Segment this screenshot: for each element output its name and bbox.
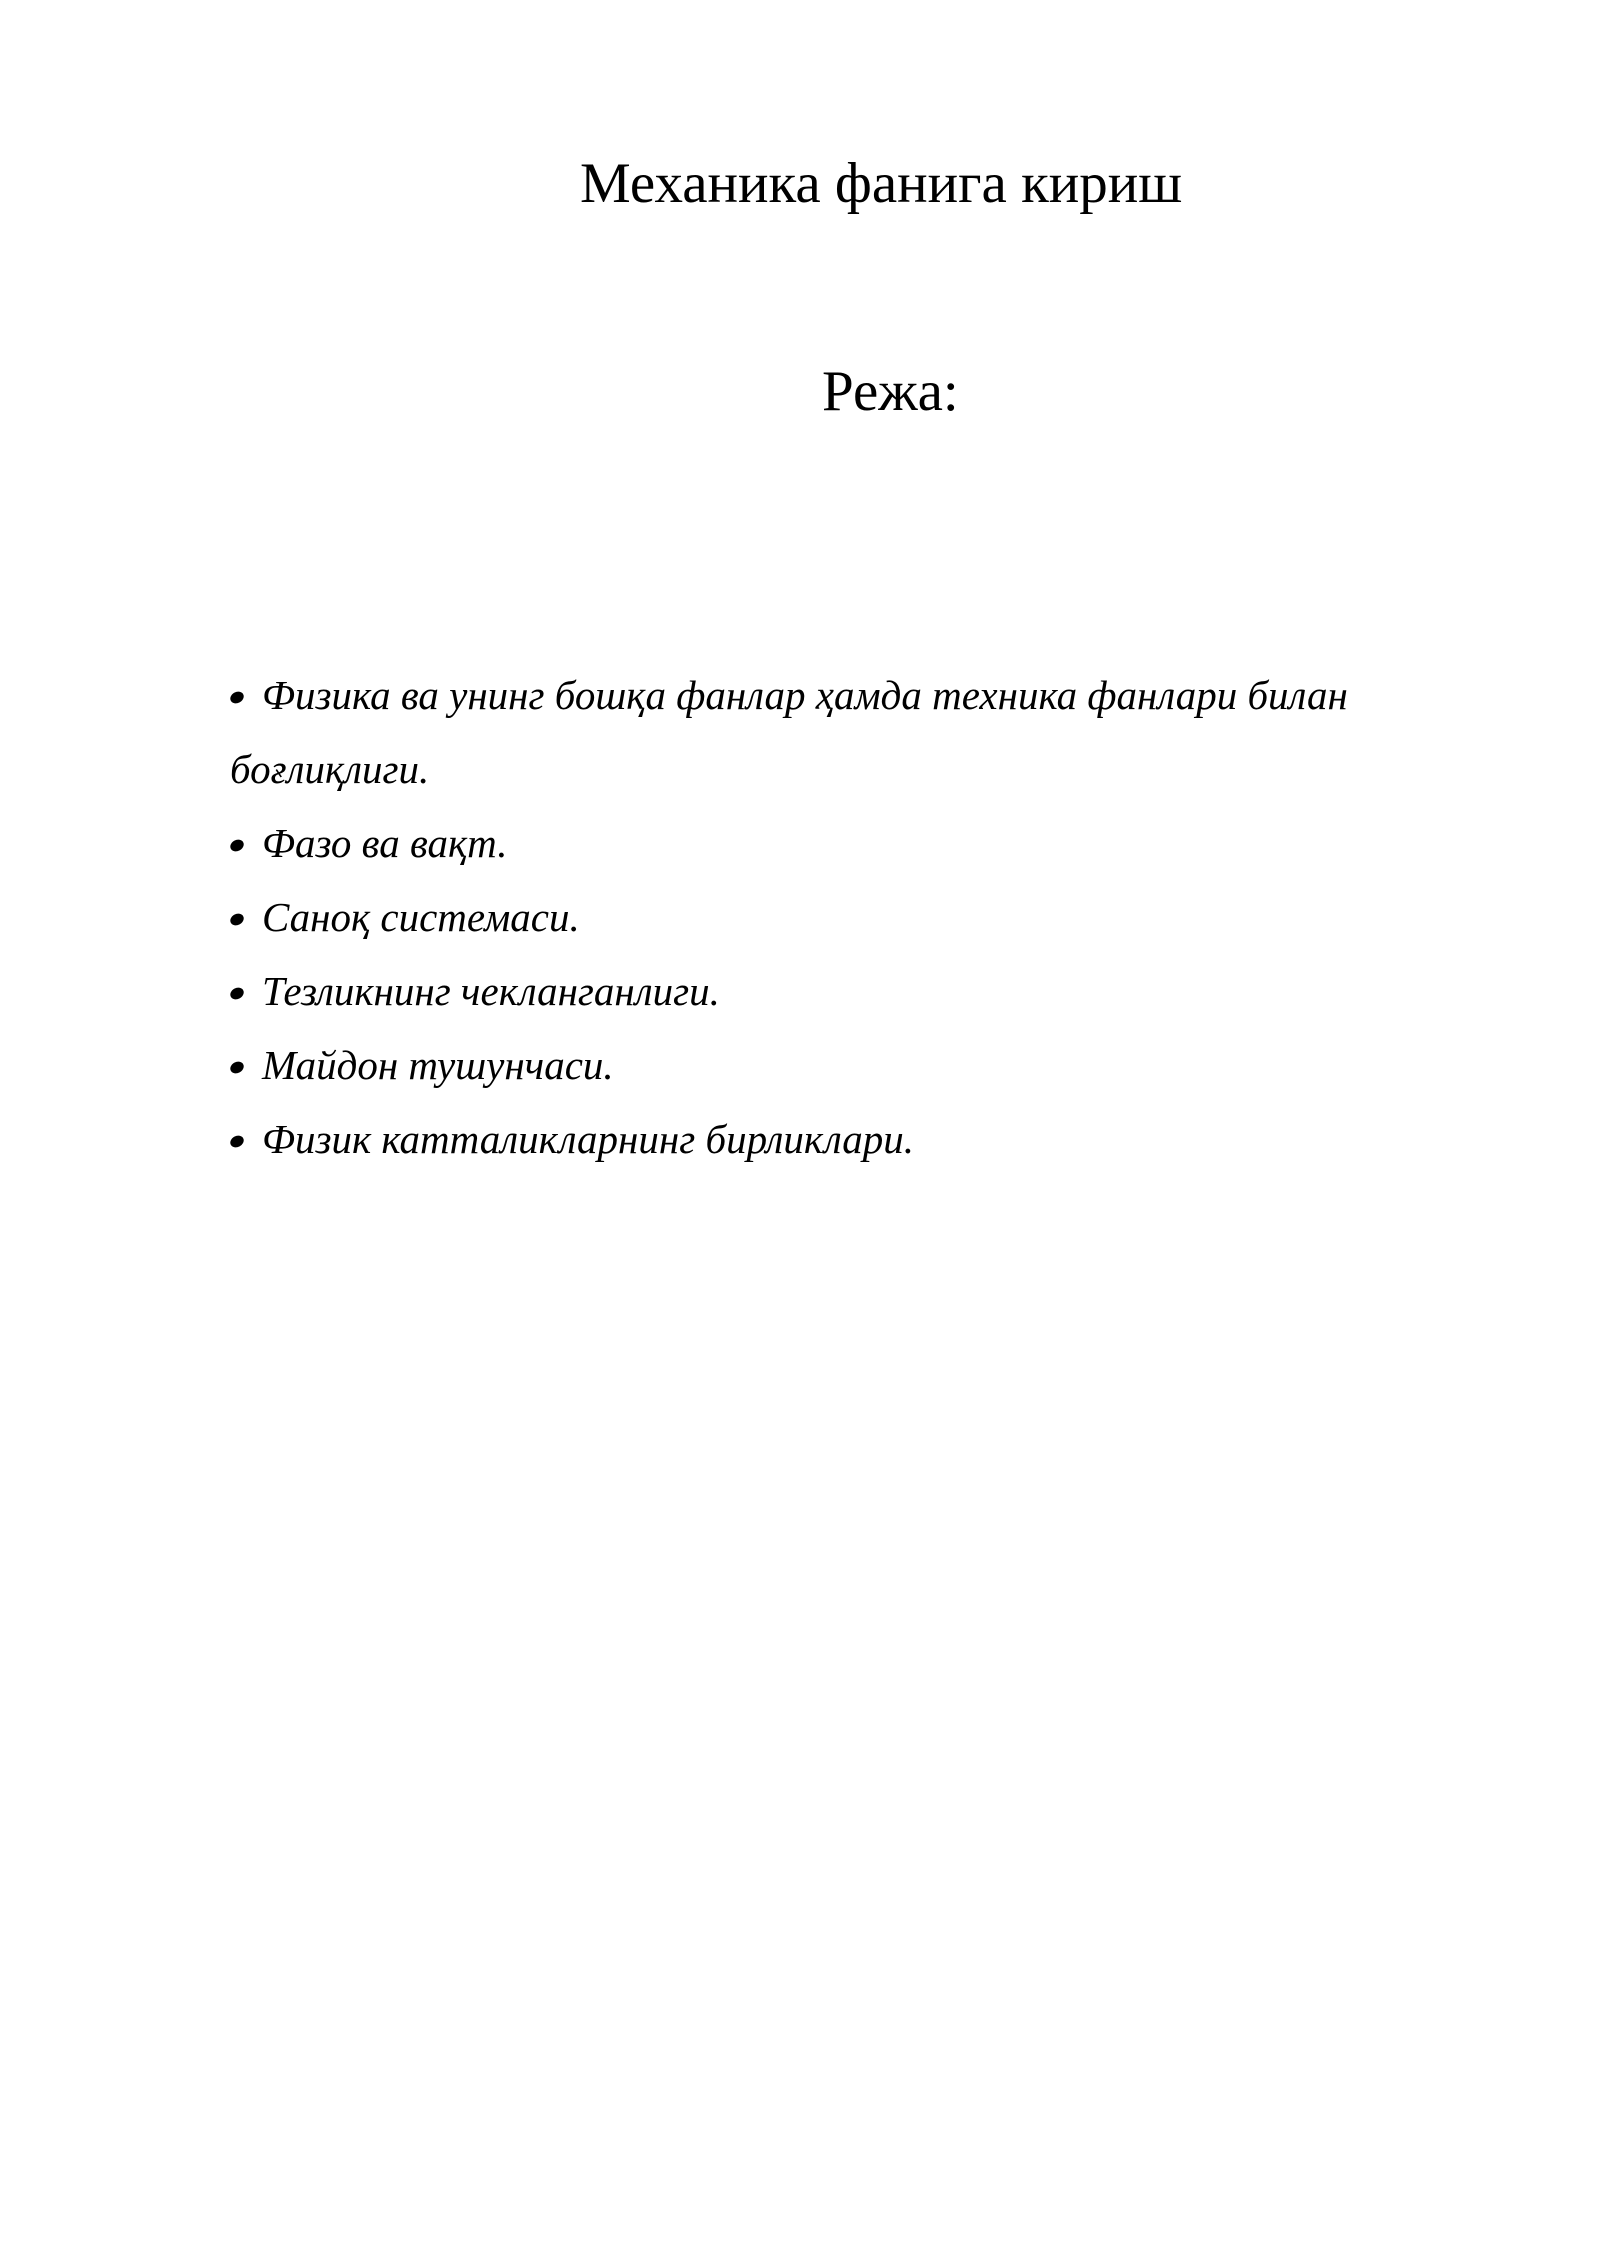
bullet-dot-icon: [228, 1059, 246, 1075]
plan-item: [230, 1028, 1470, 1102]
plan-item-text: Фазо ва вақт.: [262, 820, 508, 866]
plan-item: [230, 880, 1470, 954]
plan-list: [230, 658, 1470, 1176]
plan-item: [230, 954, 1470, 1028]
bullet-dot-icon: [228, 689, 246, 705]
plan-item-text: Физика ва унинг бошқа фанлар ҳамда техника фанлари билан боғлиқлиги.: [230, 672, 1348, 792]
bullet-dot-icon: [228, 1133, 246, 1149]
plan-item-text: Саноқ системаси.: [262, 894, 580, 940]
plan-item: [230, 1102, 1470, 1176]
plan-item-text: Майдон тушунчаси.: [262, 1042, 614, 1088]
bullet-dot-icon: [228, 985, 246, 1001]
plan-item: [230, 806, 1470, 880]
plan-heading: Режа:: [822, 360, 959, 423]
bullet-dot-icon: [228, 911, 246, 927]
plan-item-text: Физик катталикларнинг бирликлари.: [262, 1116, 915, 1162]
document-title: Механика фанига кириш: [580, 152, 1183, 215]
bullet-dot-icon: [228, 837, 246, 853]
plan-item: [230, 658, 1470, 806]
plan-item-text: Тезликнинг чекланганлиги.: [262, 968, 720, 1014]
